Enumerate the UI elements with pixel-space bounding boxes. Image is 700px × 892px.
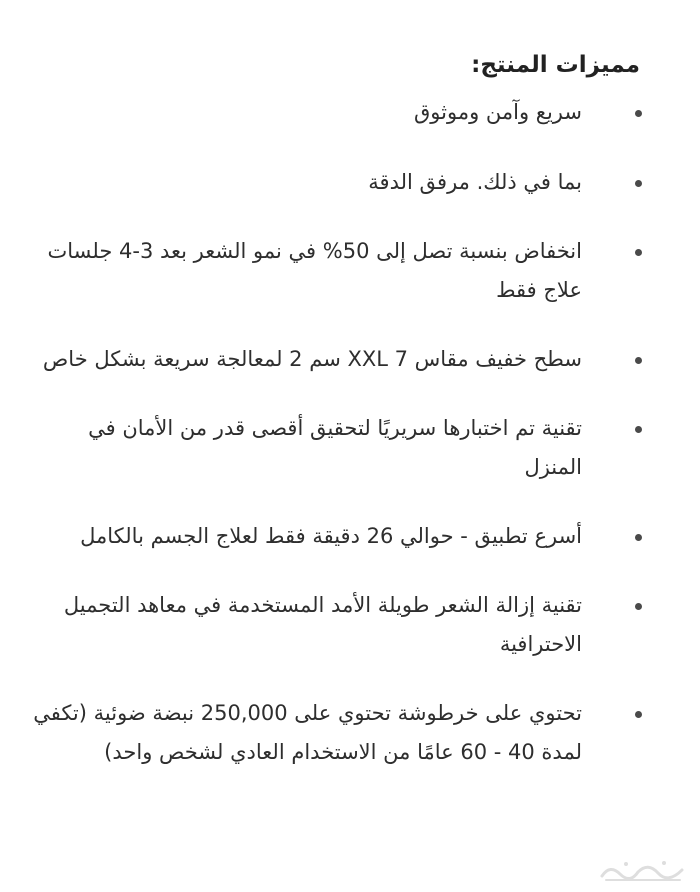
feature-text: بما في ذلك. مرفق الدقة: [368, 170, 582, 194]
feature-text: سطح خفيف مقاس XXL 7 سم 2 لمعالجة سريعة بشكل خاص: [42, 347, 582, 371]
feature-item: [24, 586, 642, 664]
features-list: [24, 93, 642, 772]
feature-item: [24, 694, 642, 772]
feature-item: [24, 93, 642, 132]
feature-text: انخفاض بنسبة تصل إلى 50% في نمو الشعر بعد 3-4 جلسات علاج فقط: [47, 239, 582, 302]
feature-item: [24, 409, 642, 487]
feature-item: [24, 163, 642, 202]
feature-item: [24, 517, 642, 556]
bullet-icon: [635, 603, 642, 610]
feature-item: [24, 232, 642, 310]
bullet-icon: [635, 110, 642, 117]
feature-text: أسرع تطبيق - حوالي 26 دقيقة فقط لعلاج الجسم بالكامل: [80, 524, 582, 548]
haraj-watermark-logo: [596, 856, 690, 886]
bullet-icon: [635, 180, 642, 187]
bullet-icon: [635, 249, 642, 256]
feature-text: تقنية تم اختبارها سريريًا لتحقيق أقصى قدر من الأمان في المنزل: [88, 416, 582, 479]
feature-text: تقنية إزالة الشعر طويلة الأمد المستخدمة في معاهد التجميل الاحترافية: [63, 593, 582, 656]
bullet-icon: [635, 426, 642, 433]
bullet-icon: [635, 534, 642, 541]
feature-text: تحتوي على خرطوشة تحتوي على 250,000 نبضة ضوئية (تكفي لمدة 40 - 60 عامًا من الاستخدام العادي لشخص واحد): [33, 701, 582, 764]
bullet-icon: [635, 711, 642, 718]
feature-item: [24, 340, 642, 379]
bullet-icon: [635, 357, 642, 364]
features-heading: مميزات المنتج:: [471, 52, 640, 78]
feature-text: سريع وآمن وموثوق: [414, 100, 582, 124]
